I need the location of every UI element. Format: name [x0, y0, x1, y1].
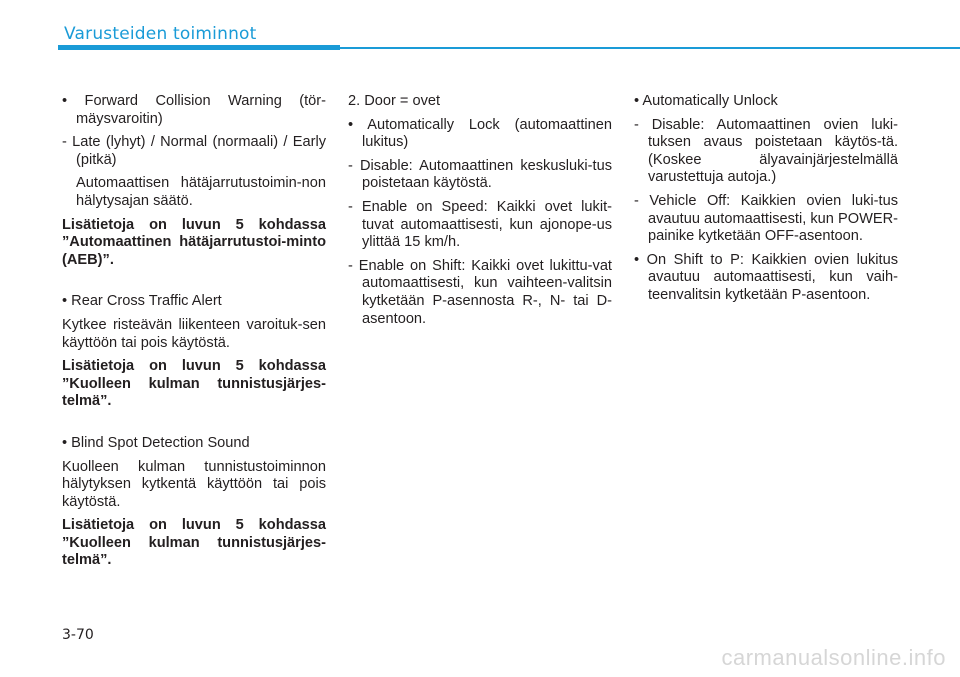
- auto-lock-title: • Automatically Lock (automaattinen lukitus): [348, 116, 612, 151]
- page-number: 3-70: [62, 627, 94, 643]
- bsd-reference: Lisätietoja on luvun 5 kohdassa ”Kuolleen kulman tunnistusjärjes-telmä”.: [62, 517, 326, 569]
- rcta-reference: Lisätietoja on luvun 5 kohdassa ”Kuolleen kulman tunnistusjärjes-telmä”.: [62, 358, 326, 410]
- door-title: 2. Door = ovet: [348, 93, 441, 109]
- section-title: Varusteiden toiminnot: [64, 24, 257, 44]
- rcta-title: • Rear Cross Traffic Alert: [62, 293, 222, 310]
- auto-unlock-shift-p: • On Shift to P: Kaikkien ovien lukitus avautuu automaattisesti, kun vaih-teenvalitsin kytketään P-asentoon.: [634, 251, 898, 303]
- bsd-description: Kuolleen kulman tunnistustoiminnon hälytyksen kytkentä käyttöön tai pois käytöstä.: [62, 458, 326, 510]
- text-column-right: [634, 93, 898, 311]
- fcw-description: Automaattisen hätäjarrutustoimin-non hälytysajan säätö.: [76, 175, 326, 209]
- fcw-option: - Late (lyhyt) / Normal (normaali) / Early (pitkä): [62, 134, 326, 168]
- auto-unlock-vehicle-off: - Vehicle Off: Kaikkien ovien luki-tus avautuu automaattisesti, kun POWER-painike kytketään OFF-asentoon.: [634, 192, 898, 245]
- auto-lock-speed: - Enable on Speed: Kaikki ovet lukit-tuvat automaattisesti, kun ajonope-us ylittää 15 km/h.: [348, 198, 612, 251]
- watermark: carmanualsonline.info: [721, 645, 946, 670]
- auto-unlock-disable: - Disable: Automaattinen ovien luki-tuksen avaus poistetaan käytös-tä. (Koskee älyavainjärjestelmällä varustettuja autoja.): [634, 116, 898, 186]
- fcw-title: • Forward Collision Warning (tör-mäysvaroitin): [62, 93, 326, 127]
- auto-lock-disable: - Disable: Automaattinen keskusluki-tus poistetaan käytöstä.: [348, 157, 612, 192]
- auto-lock-shift: - Enable on Shift: Kaikki ovet lukittu-vat automaattisesti, kun vaihteen-valitsin kytketään P-asennosta R-, N- tai D-asentoon.: [348, 257, 612, 327]
- auto-unlock-title: • Automatically Unlock: [634, 93, 778, 109]
- bsd-title: • Blind Spot Detection Sound: [62, 434, 250, 451]
- spacer: [62, 275, 326, 293]
- spacer: [62, 417, 326, 435]
- header-rule-thin: [340, 47, 960, 49]
- rcta-description: Kytkee risteävän liikenteen varoituk-sen käyttöön tai pois käytöstä.: [62, 316, 326, 351]
- text-column-left: [62, 93, 326, 576]
- fcw-reference: Lisätietoja on luvun 5 kohdassa ”Automaattinen hätäjarrutustoi-minto (AEB)”.: [62, 216, 326, 268]
- header-rule-thick: [58, 45, 340, 50]
- text-column-middle: [348, 93, 612, 334]
